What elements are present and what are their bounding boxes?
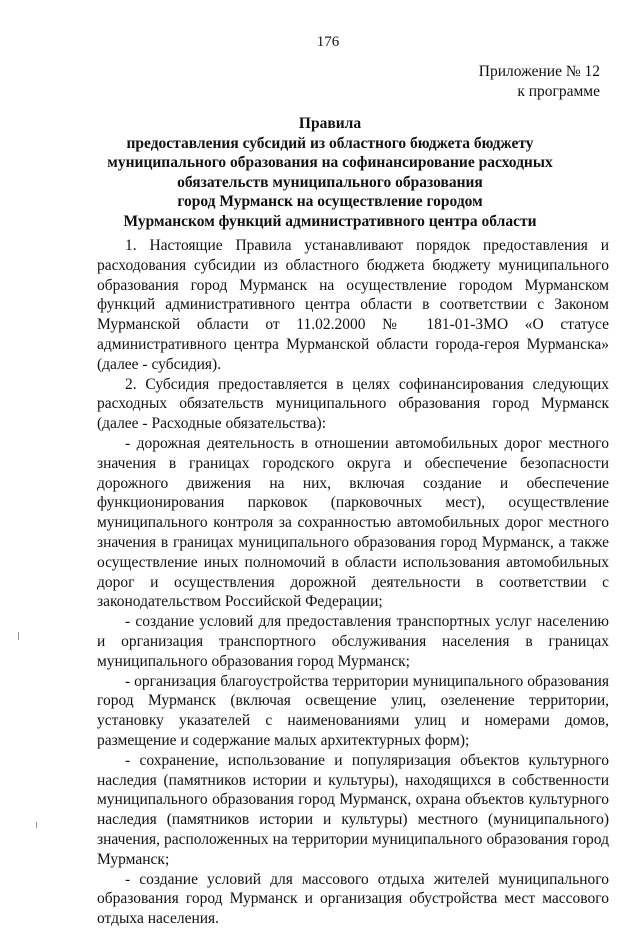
list-item-transport-services: - создание условий для предоставления транспортных услуг населению и организация транспортного обслуживания населения в границах муниципального образования город Мурманск; (97, 613, 609, 670)
appendix-line-2: к программе (517, 83, 600, 100)
list-item-mass-recreation: - создание условий для массового отдыха жителей муниципального образования город Мурманск и организация обустройства мест массового отдыха населения. (97, 870, 609, 928)
title-line-1: Правила (298, 115, 362, 132)
title-line-4: обязательств муниципального образования (177, 173, 483, 191)
list-item-improvement: - организация благоустройства территории муниципального образования город Мурманск (включая освещение улиц, озеленение территории, установку указателей с наименованиями улиц и номерами домов, размещение и содержание малых архитектурных форм); (97, 672, 609, 749)
appendix-line-1: Приложение № 12 (478, 63, 600, 80)
title-line-2: предоставления субсидий из областного бюджета бюджету (126, 134, 534, 152)
document-body (97, 236, 609, 929)
list-item-road-activity: - дорожная деятельность в отношении автомобильных дорог местного значения в границах городского округа и обеспечение безопасности дорожного движения на них, включая создание и обеспечение функционирования парковок (парковочных мест), осуществление муниципального контроля за сохранностью автомобильных дорог местного значения в границах муниципального образования город Мурманск, а также осуществление иных полномочий в области использования автомобильных дорог и осуществления дорожной деятельности в соответствии с законодательством Российской Федерации; (97, 434, 609, 611)
appendix-reference (479, 62, 600, 102)
page-number: 176 (316, 34, 340, 50)
paragraph-1: 1. Настоящие Правила устанавливают порядок предоставления и расходования субсидии из областного бюджета бюджету муниципального образования город Мурманск на осуществление городом Мурманском функций административного центра области в соответствии с Законом Мурманской области от 11.02.2000 № 181-01-ЗМО «О статусе административного центра Мурманской области города-героя Мурманска» (далее - субсидия). (97, 237, 609, 373)
title-line-5: город Мурманск на осуществление городом (177, 193, 483, 211)
scan-margin-mark-2 (36, 822, 37, 828)
document-title (60, 114, 600, 232)
scan-margin-mark-1 (18, 632, 19, 640)
list-item-cultural-heritage: - сохранение, использование и популяризация объектов культурного наследия (памятников истории и культуры), находящихся в собственности муниципального образования город Мурманск, охрана объектов культурного наследия (памятников истории и культуры) местного (муниципального) значения, расположенных на территории муниципального образования город Мурманск; (97, 751, 609, 868)
title-line-6: Мурманском функций административного центра области (123, 212, 537, 230)
title-line-3: муниципального образования на софинансирование расходных (107, 154, 553, 172)
paragraph-2: 2. Субсидия предоставляется в целях софинансирования следующих расходных обязательств муниципального образования город Мурманск (далее - Расходные обязательства): (97, 375, 609, 433)
